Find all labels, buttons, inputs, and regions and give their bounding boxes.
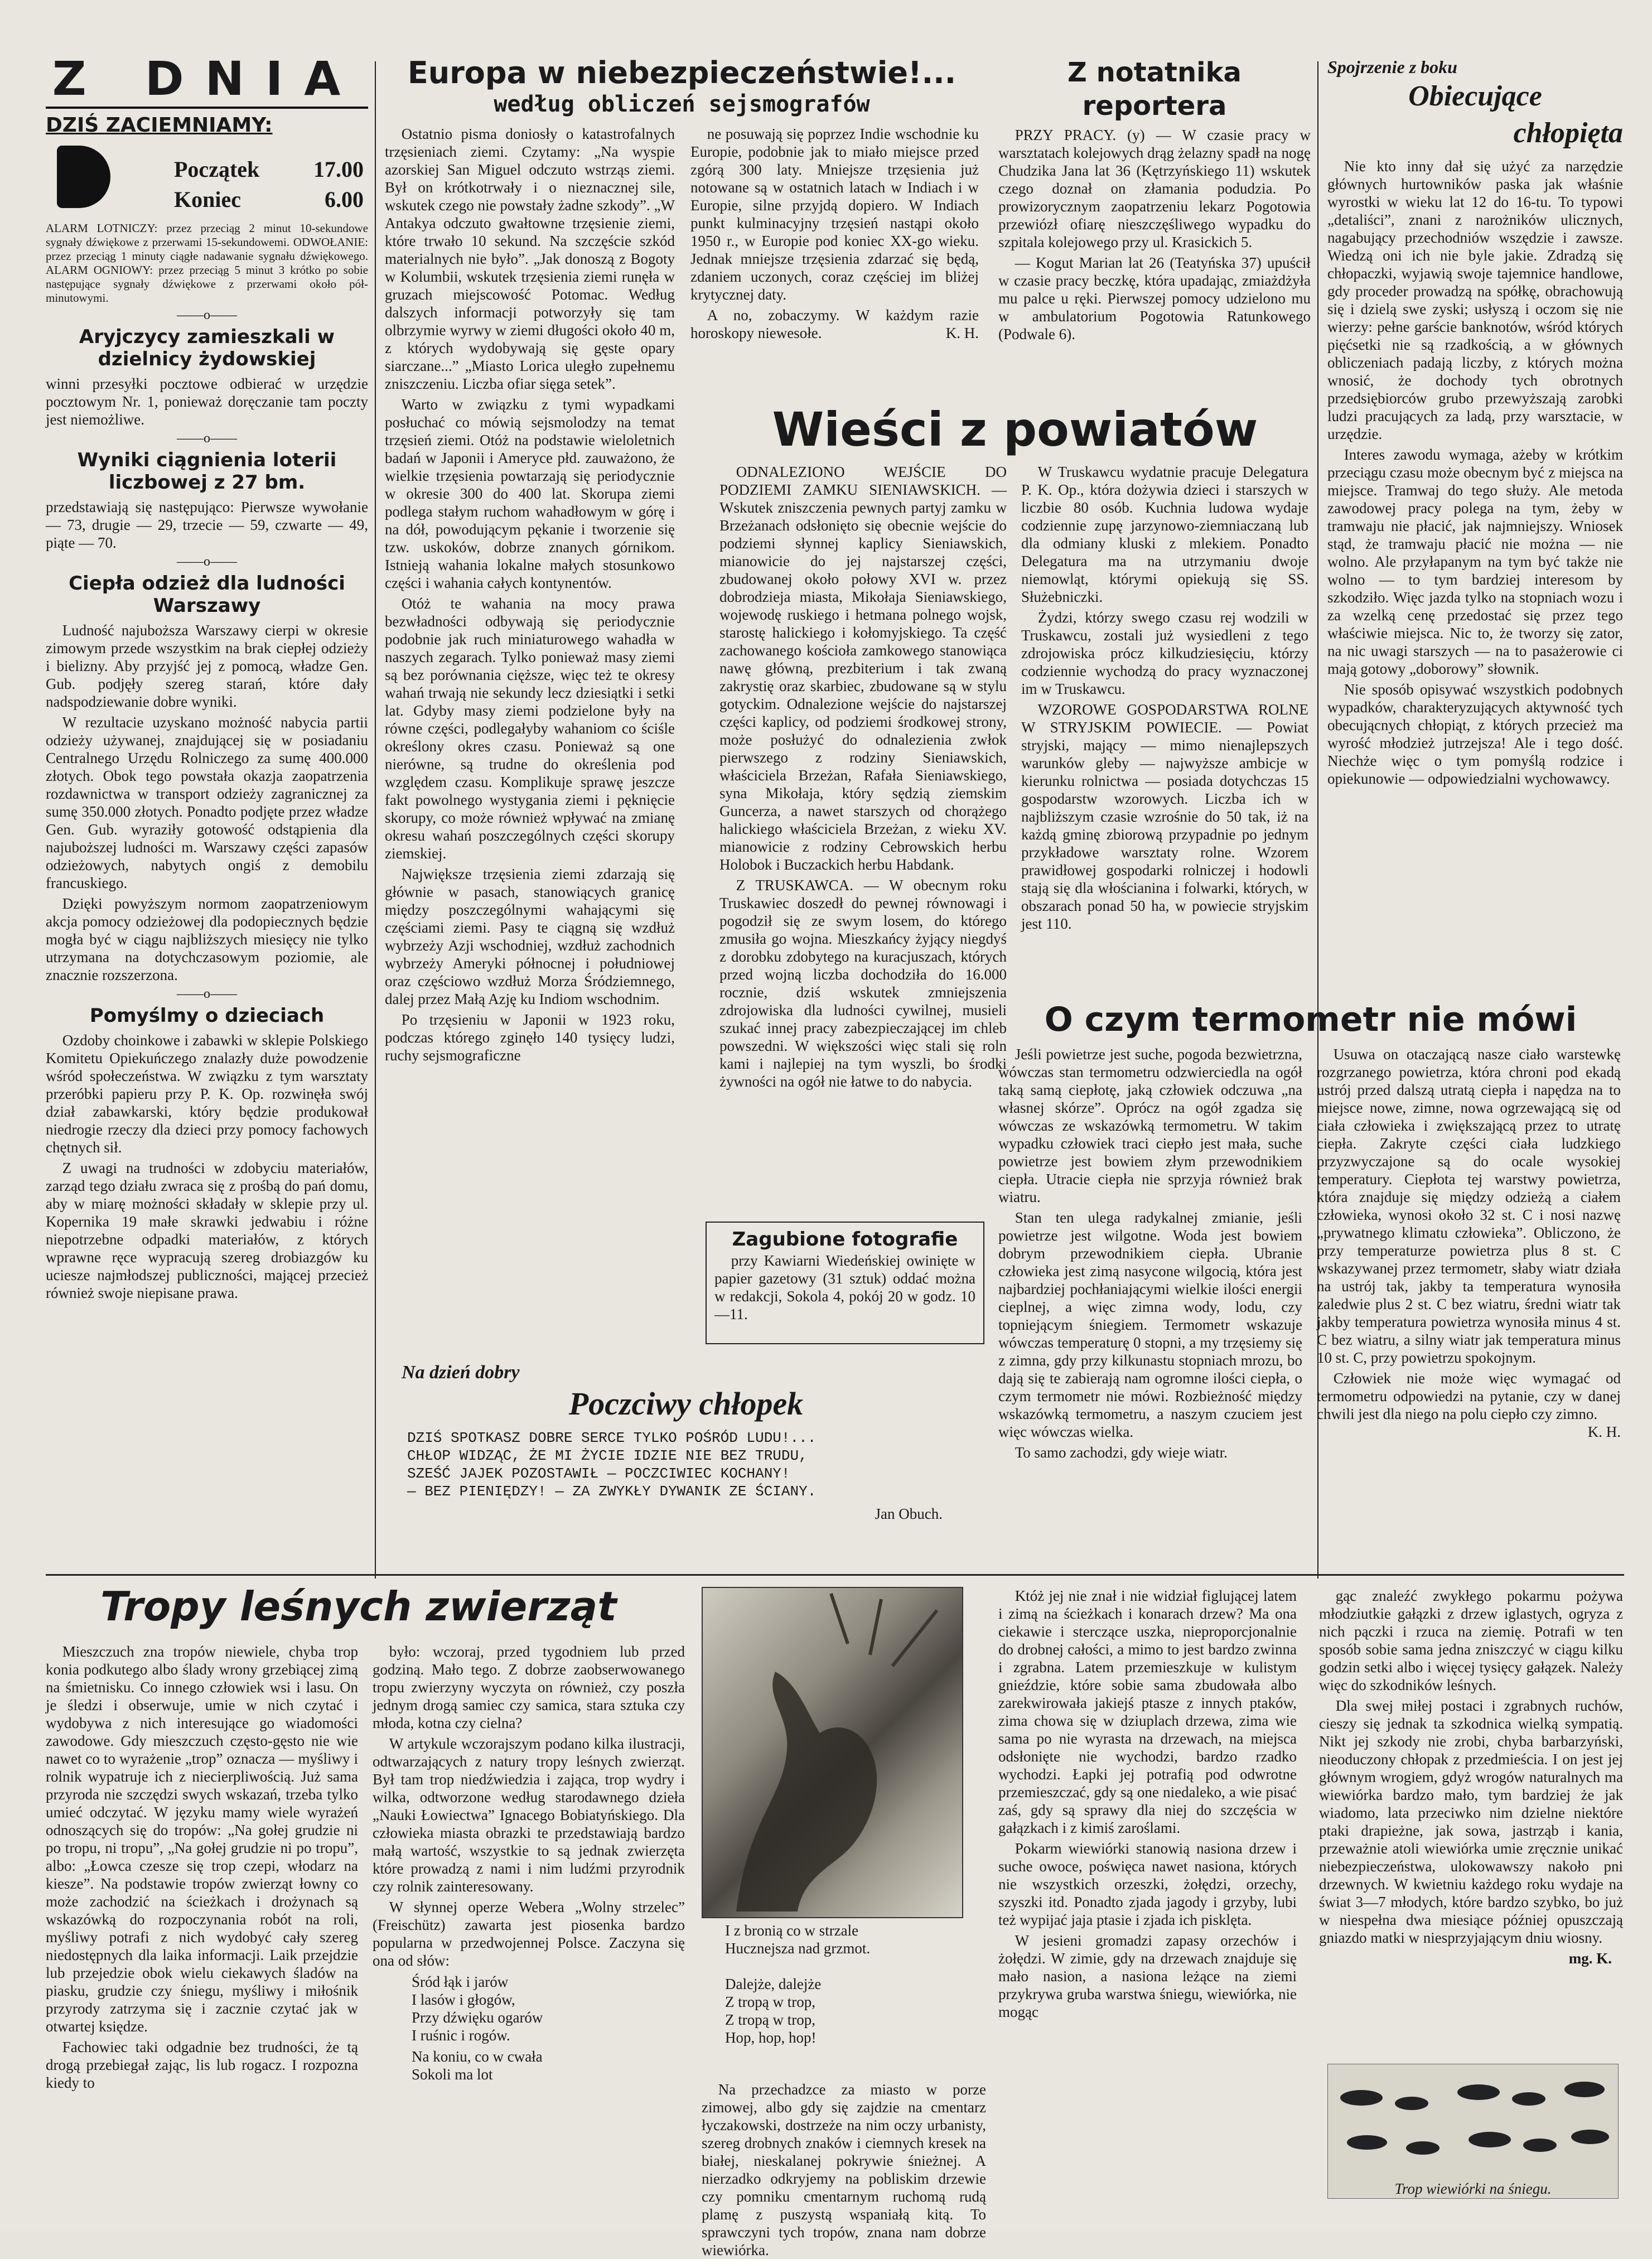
start-label: Początek [174, 157, 260, 182]
a1-body: winni przesyłki pocztowe odbierać w urzędzie pocztowym Nr. 1, ponieważ doręczanie tam poczty jest niemożliwe. [46, 375, 368, 428]
zdnia-masthead: Z DNIA [52, 51, 362, 106]
tropy-paragraph: gąc znaleźć zwykłego pokarmu pożywa młodziutkie gałązki z drzew iglastych, ogryza z nich pączki i rzuca na ziemię. Potrafi w ten sposób sobie sama jedna zniszczyć w ciągu kilku godzin setki albo i więcej tysięcy gałązek. Należy więc do szkodników leśnych. [1319, 1587, 1623, 1693]
zdnia-column [46, 53, 368, 1592]
blackout-title: DZIŚ ZACIEMNIAMY: [46, 114, 273, 137]
dobry-line: CHŁOP WIDZĄC, ŻE MI ŻYCIE IDZIE NIE BEZ TRUDU, [407, 1447, 808, 1464]
dobry-title: Poczciwy chłopek [568, 1386, 804, 1422]
termometr-paragraph: Jeśli powietrze jest suche, pogoda bezwietrzna, wówczas stan termometru odzwierciedla na ogół taką samą ciepłotę, jaką człowiek odczuwa „na własnej skórze”. Oprócz na ogół zgadza się wówczas ze wskazówką termometru. W takim wypadku człowiek traci ciepło jest mała, suche powietrze jest bowiem złym przewodnikiem ciepła. Utracie ciepła nie sprzyja również brak wiatru. [998, 1046, 1302, 1205]
spojrzenie-kicker: Spojrzenie z boku [1327, 57, 1457, 77]
zagubione-body: przy Kawiarni Wiedeńskiej owinięte w papier gazetowy (31 sztuk) oddać można w redakcji, Sokola 4, pokój 20 w godz. 10—11. [714, 1252, 975, 1322]
a3-title: Ciepła odzież dla ludności Warszawy [69, 572, 345, 617]
tropy-signature: mg. K. [1568, 1950, 1612, 1967]
wiesci-paragraph: Żydzi, którzy swego czasu rej wodzili w Truskawcu, zostali już wysiedleni z tego zdrojowiska prócz kilkudziesięciu, którzy codziennie wychodzą do pracy wyznaczonej im w Truskawcu. [1021, 609, 1308, 697]
column-rule [375, 61, 376, 1579]
separator: ——o—— [177, 554, 237, 569]
wiesci-title: Wieści z powiatów [772, 402, 1258, 457]
blackout-start [174, 155, 364, 185]
dobry-author: Jan Obuch. [875, 1505, 943, 1522]
termometr-article [998, 998, 1623, 1562]
spojrzenie-article [1327, 56, 1623, 993]
spojrzenie-paragraph: Nie sposób opisywać wszystkich podobnych wypadków, charakteryzujących aktywność tych obecującnych chłopiąt, z których przecież ma wyrość młodzież jutrzejsza! Ale i tego dość. Niechże więc o tym pomyślą rodzice i opiekunowie — odpowiedzialni wychowawcy. [1327, 681, 1623, 787]
europa-col-1 [385, 125, 675, 1067]
squirrel-illustration [702, 1587, 963, 1918]
notatnik-paragraph: — Kogut Marian lat 26 (Teatyńska 37) upuścił w czasie pracy beczkę, która upadając, zmiażdżyła mu palce u ręki. Pierwszej pomocy udzielono mu w ambulatorium Pogotowia Ratunkowego (Podwale 6). [998, 254, 1311, 342]
separator: ——o—— [177, 987, 237, 1001]
a2-body: przedstawiają się następująco: Pierwsze wywołanie — 73, drugie — 29, trzecie — 59, czwarte — 49, piąte — 70. [46, 499, 368, 551]
tropy-col-5 [1319, 1587, 1623, 2050]
a4-paragraph: Ozdoby choinkowe i zabawki w sklepie Polskiego Komitetu Opiekuńczego znalazły duże powodzenie wśród społeczeństwa. W związku z tym warsztaty przeróbki papieru przy P. K. Op. rozwinęła swój dział zabawkarski, który będzie produkował niedrogie rzeczy dla dzieci przy pomocy fachowych chętnych sił. [46, 1032, 368, 1156]
alarm-text: ALARM LOTNICZY: przez przeciąg 2 minut 10-sekundowe sygnały dźwiękowe z przerwami 15-sekundowemi. ODWOŁANIE: przez przeciąg 1 minuty ciągłe nadawanie sygnału dźwiękowego. ALARM OGNIOWY: przez przeciąg 5 minut 3 krótko po sobie następujące sygnały dźwiękowe z przerwami około pół-minutowymi. [46, 221, 368, 305]
tropy-paragraph: W jesieni gromadzi zapasy orzechów i żołędzi. W zimie, gdy na drzewach znajduje się mało nasion, a nasiona leżące na ziemi przykrywa gruba warstwa śniegu, wiewiórka, nie mogąc [998, 1932, 1297, 2020]
zagubione-title: Zagubione fotografie [732, 1228, 958, 1251]
tropy-paragraph: Na przechadzce za miasto w porze zimowej, albo gdy się zajdzie na cmentarz łyczakowski, dostrzeże na nim oczy urbanisty, szereg drobnych znaków i ciemnych kresek na białej, nieskalanej pokrywie śnieżnej. A nierzadko odkryjemy na pobliskim drzewie czy pomniku cmentarnym ruchomą rudą plamę z puszystą wspaniałą kitą. To sprawczyni tych tropów, znana nam dobrze wiewiórka. [702, 2081, 986, 2258]
tropy-paragraph: Któż jej nie znał i nie widział figlującej latem i zimą na ścieżkach i konarach drzew? Ma ona ciekawie i sterczące uszka, nieproporcjonalnie do drobnej całości, a mimo to jest bardzo zwinna i zgrabna. Latem przemieszkuje w kulistym gnieździe, które sobie sama zbudowała albo zarekwirowała jakiejś ptasze z innych ptaków, zima chowa się w dziuplach drzewa, zima wie sama po nie wyrasta na drzewach, na miejsca odsłonięte nie wychodzi, bardzo rzadko wychodzi. Łapki jej potrafią pod odwrotne przemieszczać, gdy są one niedaleko, a wie pisać zaś, gdy są sprawy dla niej do szczęścia w gałązkach i z kimiś zaroślami. [998, 1587, 1297, 1836]
tropy-paragraph: Mieszczuch zna tropów niewiele, chyba trop konia podkutego albo ślady wrony grzebiącej zimą na śmietnisku. Co innego człowiek wsi i lasu. On je śledzi i obserwuje, umie w nich czytać i wydobywa z nich interesujące go wiadomości zawodowe. Gdy mieszczuch często-gęsto nie wie nawet co to wyrażenie „trop” oznacza — myśliwy i rolnik wypatruje ich z niecierpliwością. Już sama przyroda nie szczędzi swych wskazań, trzeba tylko umieć odczytać. W języku mamy wiele wyrażeń odnoszących się do tropów: „Na gołej grudzie ni po tropu, ni tropu”, „Na gołej grudzie ni po tropu”, albo: „Łowca czesze się trop czepi, włodarz na kiesze”. Na podstawie tropów zwierząt łowny co może zachodzić na ścieżkach i drożynach są wskazówką do rozpoczynania robót na roli, myśliwy potrafi z nich wydobyć cały szereg niedostępnych dla laika informacji. Laik przejdzie lub przejedzie obok wielu ciekawych śladów na piasku, grudzie czy śniegu, myśliwy i miłośnik przyrody zatrzyma się i zacznie czytać jak w otwartej księdze. [46, 1643, 358, 2035]
europa-signature: K. H. [945, 325, 979, 341]
zagubione-box [706, 1222, 984, 1344]
footprint-illustration [1327, 2064, 1619, 2199]
wiesci-paragraph: Z TRUSKAWCA. — W obecnym roku Truskawiec doszedł do pewnej równowagi i pogodził się ze swym losem, do którego zmusiła go wojna. Mieszkańcy żyjący niegdyś z dorobku zdobytego na kuracjuszach, których przed wojną liczba dochodziła do 16.000 rocznie, dziś wskutek zmniejszenia zdrojowiska dla ludności cywilnej, musieli szukać innej pracy zabezpieczającej im chleb powszedni. W większości więc stali się roln kami i najlepiej na tym wyszli, bo środki żywności na ogół nie łatwe to do nabycia. [719, 877, 1007, 1090]
europa-paragraph: Otóż te wahania na mocy prawa bezwładności odbywają się periodycznie podobnie jak ruch miniaturowego wahadła w naszych zegarach. Tylko ponieważ masy ziemi są bez porównania cięższe, więc też te okresy wahań trwają nie sekundy lecz dziesiątki i setki lat. Gdyby masy ziemi podzielone były na równe części, podlegałyby wahaniom co ściśle określony okres czasu. Ponieważ są one nierówne, są trudne do określenia pod względem czasu. Komplikuje sprawę jeszcze fakt powolnego wystygania ziemi i pęknięcie skorupy, co może również wpływać na zmianę okresu wahań poszczególnych części skorupy ziemskiej. [385, 595, 675, 862]
europa-paragraph: Największe trzęsienia ziemi zdarzają się głównie w pasach, stanowiących granicę między poszczególnymi wahającymi się częściami ziemi. Pasy te ciągną się wzdłuż wybrzeży Azji wschodniej, wzdłuż zachodnich wybrzeży Ameryki północnej i południowej oraz częściowo wzdłuż Morza Śródziemnego, dalej przez Małą Azję ku Indiom wschodnim. [385, 866, 675, 1007]
tropy-paragraph: W artykule wczorajszym podano kilka ilustracji, odtwarzających z natury tropy leśnych zwierząt. Był tam trop niedźwiedzia i zająca, trop wydry i wilka, odtworzone według starodawnego dzieła „Nauki Łowiectwa” Ignacego Bobiatyńskiego. Dla człowieka miasta obrazki te przedstawiają bardzo małą wartość, wszystkie to są jednak zwierzęta które prowadzą z nami i nim ludźmi przyrodnik czy rolnik zainteresowany. [373, 1735, 685, 1895]
europa-paragraph: ne posuwają się poprzez Indie wschodnie ku Europie, podobnie jak to miało miejsce przed zgórą 300 laty. Mniejsze trzęsienia już notowane są w ostatnich latach w Indiach i w Europie, silne przyjdą dopiero. W Indiach punkt kulminacyjny trzęsień nastąpi około 1950 r., w Europie pod koniec XX-go wieku. Jednak mniejsze trzęsienia zdarzać się będą, zdaniem uczonych, coraz częściej im bliżej krytycznej daty. [690, 126, 979, 303]
tropy-title: Tropy leśnych zwierząt [100, 1583, 617, 1630]
squirrel-icon [703, 1588, 962, 1917]
termometr-paragraph: Usuwa on otaczającą nasze ciało warstewkę rozgrzanego powietrza, która chroni pod ekadą ustrój przed dalszą utratą ciepła i napędza na to miejsce nowe, zimne, nowa ogrzewającą się od ciała człowieka i zwiększającą przez to utratę ciepła. Zakryte części ciała ludzkiego przyzwyczajone są do ocale wysokiej temperatury. Ciepłota tej warstwy powietrza, która znajduje się między odzieżą a ciałem człowieka, wynosi około 32 st. C i nosi nazwę „prywatnego klimatu człowieka”. Obliczono, że przy temperaturze powietrza plus 8 st. C wskazywanej przez termometr, słaby wiatr działa na ustrój tak, jakby ta temperatura wynosiła zaledwie plus 2 st. C bez wiatru, średni wiatr tak jakby temperatura powietrza wynosiła minus 4 st. C bez wiatru, a silny wiatr jak temperatura minus 10 st. C, przy powietrzu spokojnym. [1317, 1046, 1621, 1366]
europa-subtitle: według obliczeń sejsmografów [494, 91, 870, 117]
a4-title: Pomyślmy o dzieciach [89, 1005, 325, 1027]
termometr-title: O czym termometr nie mówi [1044, 1000, 1577, 1039]
wiesci-paragraph: W Truskawcu wydatnie pracuje Delegatura P. K. Op., która dożywia dzieci i starszych w liczbie 80 osób. Kuchnia ludowa wydaje codziennie zupę jarzynowo-ziemniaczaną lub dla odmiany kluski z mlekiem. Ponadto Delegatura ma na utrzymaniu dwoje niemowląt, którymi opiekują się SS. Służebniczki. [1021, 464, 1308, 605]
tropy-paragraph: Dla swej miłej postaci i zgrabnych ruchów, cieszy się jednak ta szkodnica wielką sympatią. Nikt jej szkody nie zrobi, chyba barbarzyński, nieoduczony chłopak z przedmieścia. I on jest jej głównym wrogiem, gdyż wrogów naturalnych ma wiewiórka bardzo mało, tym bardziej że jak wiadomo, lata przeciwko nim dzielne niektóre ptaki drapieżne, jak sowa, jastrząb i kania, przeważnie atoli wiewiórka umie zręcznie unikać niebezpieczeństwa, ulokowawszy nakoło pni drzewnych. W kwietniu każdego roku wydaje na świat 3—7 młodych, które bardzo szybko, bo już w niespełna dwa miesiące później opuszczają gniazdo matki w niesprzyjającym dniu wiosny. [1319, 1697, 1623, 1946]
notatnik-paragraph: PRZY PRACY. (y) — W czasie pracy w warsztatach kolejowych drąg żelazny spadł na nogę Chudzika Jana lat 36 (Kętrzyńskiego 11) wskutek czego doznał on złamania podudzia. Po prowizorycznym zaopatrzeniu lekarz Pogotowia przewiózł ofiarę nieszczęśliwego wypadku do szpitala kolejowego przy ul. Krasickich 5. [998, 127, 1311, 250]
masthead-rule [46, 107, 368, 109]
dobry-kicker: Na dzień dobry [402, 1362, 520, 1383]
tropy-paragraph: było: wczoraj, przed tygodniem lub przed godziną. Mało tego. Z dobrze zaobserwowanego tropu zwierzyny wyczyta on również, czy poszła jednym drogą samiec czy samica, stara sztuka czy młoda, kotna czy cielna? [373, 1643, 685, 1731]
termometr-signature: K. H. [1587, 1423, 1621, 1440]
a3-paragraph: Dzięki powyższym normom zaopatrzeniowym akcja pomocy odzieżowej dla podopiecznych będzie mogła być w ciągu najbliższych miesięcy nie tylko utrzymana na dotychczasowym poziomie, ale znacznie rozszerzona. [46, 895, 368, 983]
a1-title: Aryjczycy zamieszkali w dzielnicy żydowskiej [79, 326, 335, 370]
europa-title: Europa w niebezpieczeństwie!... [407, 55, 957, 90]
blackout-end [174, 185, 364, 215]
europa-paragraph: Po trzęsieniu w Japonii w 1923 roku, podczas którego zginęło 140 tysięcy ludzi, ruchy sejsmograficzne [385, 1011, 675, 1064]
tropy-poem: Na koniu, co w cwała Sokoli ma lot [412, 2048, 543, 2083]
spojrzenie-paragraph: Nie kto inny dał się użyć za narzędzie głównych hurtowników paska jak właśnie wyrostki w wieku lat 12 do 16-tu. To typowi „detaliści”, znani z narożników ulicznych, nagabujący przechodniów wszędzie i zawsze. Wiedzą oni ich nie byle jakie. Zdradzą się chłopaczki, wyjawią swoje tajemnice handlowe, gdy proceder prowadzą na spółkę, obrachowują się i dzielą swe zyski; usłyszą i oczom się nie wierzy: pełne garście banknotów, wśród których pięćsetki nie są rzadkością, a w głównych obliczeniach padają liczby, z których można wnosić, że dochody tych obrotnych przedsiębiorców grubo przewyższają zarobki ludzi pracujących za ladą, przy warsztacie, w urzędzie. [1327, 158, 1623, 442]
notatnik-article [998, 56, 1311, 402]
spojrzenie-paragraph: Interes zawodu wymaga, ażeby w krótkim przeciągu czasu może obecnym być z miejsca na miejsce. Tramwaj do tego służy. Ale metoda zawodowej pracy polega na tym, żeby w tramwaju nie płacić, jak najmniejszy. Wniosek stąd, że tramwaju płacić nie można — nie wolno. Ale przyłapanym na tym być także nie wolno — to tym bardziej interesom by szkodziło. Więc jazda tylko na stopniach wozu i za wzelką cenę przedostać się przez tego właściwie miejsca. Nic to, że tworzy się zator, na nic uwagi starszych — na to pasażerowie ci mają gotowy „doborowy” słownik. [1327, 446, 1623, 677]
tropy-paragraph: W słynnej operze Webera „Wolny strzelec” (Freischütz) zawarta jest piosenka bardzo popularna w przedwojennej Polsce. Zaczyna się ona od słów: [373, 1899, 685, 1969]
footprint-icon [1328, 2064, 1618, 2176]
europa-paragraph [690, 306, 979, 342]
tropy-col-2 [373, 1643, 685, 2223]
tropy-paragraph: Fachowiec taki odgadnie bez trudności, że tą drogą przebiegał zając, lis lub rogacz. I rozpozna kiedy to [46, 2039, 358, 2091]
separator: ——o—— [177, 308, 237, 322]
a3-paragraph: Ludność najuboższa Warszawy cierpi w okresie zimowym przede wszystkim na brak ciepłej odzieży i bielizny. Aby przyjść jej z pomocą, władze Gen. Gub. podjęły szereg starań, które dały nadspodziewanie dobre wyniki. [46, 622, 368, 710]
start-time: 17.00 [313, 157, 364, 182]
termometr-col-2 [1317, 1045, 1621, 1464]
dobry-box [385, 1361, 987, 1562]
separator: ——o—— [177, 431, 237, 446]
spojrzenie-title-2: chłopięta [1513, 117, 1623, 149]
end-time: 6.00 [325, 187, 364, 212]
dobry-line: SZEŚĆ JAJEK POZOSTAWIŁ — POCZCIWIEC KOCHANY! [407, 1465, 790, 1482]
footprint-caption: Trop wiewiórki na śniegu. [1394, 2180, 1552, 2197]
section-rule [46, 1574, 1624, 1576]
a4-paragraph: Z uwagi na trudności w zdobyciu materiałów, zarząd tego działu zwraca się z prośbą do pań domu, aby w miarę możności składały w sklepie przy ul. Kopernika 19 małe skrawki jedwabiu i różne niepotrzebne odpadki materiałów, z których wprawne ręce wypracują szereg drobiazgów ku uciesze najmłodszej publiczności, mającej przecież również swoje niepisane prawa. [46, 1160, 368, 1301]
blackout-box [46, 138, 368, 221]
wiesci-paragraph: WZOROWE GOSPODARSTWA ROLNE W STRYJSKIM POWIECIE. — Powiat stryjski, mający — mimo nienajlepszych warunków gleby — najwyższe ambicje w kierunku rolnictwa — posiada dotychczas 15 gospodarstw wzorowych. Liczba ich w najbliższym czasie wzrośnie do 50 tak, iż na każdą gminę zbiorową przypadnie po jednym przykładowe warsztaty rolne. Wzorem prawidłowej gospodarki rolniczej i hodowli stają się dla włościanina i folwarki, których, w obszarach ponad 50 ha, w powiecie stryjskim jest 110. [1021, 701, 1308, 932]
europa-paragraph: Ostatnio pisma doniosły o katastrofalnych trzęsieniach ziemi. Czytamy: „Na wyspie azorskiej San Miguel odczuto wstrząs ziemi. Był on krótkotrwały i o nieznacznej sile, wskutek czego nie powstały żadne szkody”. „W Antakya odczuto gwałtowne trzęsienie ziemi, które trwało 10 sekund. Na szczęście szkód materialnych nie było”. „Jak donoszą z Bogoty w Kolumbii, wskutek trzęsienia ziemi runęła w gruzach miejscowość Potomac. Według dalszych informacji potworzyły się tam olbrzymie wyrwy w ziemi długości około 40 m, z których wydobywają się gęste opary siarczane...” „Miasto Lorica uległo zupełnemu zniszczeniu. Liczba ofiar sięga setek”. [385, 126, 675, 392]
notatnik-title: Z notatnika reportera [1067, 57, 1242, 122]
tropy-paragraph: Pokarm wiewiórki stanowią nasiona drzew i suche owoce, poświęca nawet nasiona, których nie wszystkich orzeszki, żołędzi, orzechy, szyszki itd. Ponadto zjada jagody i grzyby, lubi też wypijać jaja ptasie i zjada ich pisklęta. [998, 1840, 1297, 1928]
termometr-paragraph: Stan ten ulega radykalnej zmianie, jeśli powietrze jest wilgotne. Woda jest bowiem dobrym przewodnikiem ciepła. Ubranie człowieka jest zimą nasycone wilgocią, która jest najbardziej pochłaniającymi wielkie ilości energii cieplnej, a więc zimna wody, lodu, czy topniejącym śniegiem. Termometr wskazuje wówczas temperaturę 0 stopni, a my trzęsiemy się z zimna, gdy przy kilkunastu stopniach mrozu, bo dają się te zabierają nam ogromne ilości ciepła, o czym termometr nie mówi. Rozbieżność między wskazówką termometru, a naszym czuciem jest więc wówczas wielka. [998, 1209, 1302, 1440]
tropy-col-4 [998, 1587, 1297, 2223]
termometr-paragraph: To samo zachodzi, gdy wieje wiatr. [1015, 1444, 1228, 1461]
wiesci-paragraph: ODNALEZIONO WEJŚCIE DO PODZIEMI ZAMKU SIENIAWSKICH. — Wskutek zniszczenia pewnych partyj zamku w Brzeżanach odsłonięto się obecnie wejście do podziemi słynnej kaplicy Sieniawskich, mianowicie do jej najstarszej części, zbudowanej około połowy XVI w. przez dobrodzieja miasta, Mikołaja Sieniawskiego, wojewodę ruskiego i hetmana polnego wojsk, starostę halickiego i kołomyjskiego. Ta część zachowanego kościoła zamkowego stanowiąca nawę główną, prezbiterium i tak zwaną zakrystię oraz skarbiec, zbudowane są w stylu gotyckim. Odnalezione wejście do najstarszej części kaplicy, od podziemi środkowej strony, może posłużyć do odnalezienia zwłok pierwszego z rodziny Sieniawskich, właściciela Brzeżan, Rafała Sieniawskiego, syna Mikołaja, który sędzią ziemskim Guncerza, a nawet starszych od chorążego halickiego właściciela Brzeżan, z wieku XV. mianowicie z rodziny Cebrowskich herbu Holobok i Buczackich herbu Habdank. [719, 464, 1007, 873]
termometr-paragraph [1317, 1369, 1621, 1440]
tropy-col-1 [46, 1643, 358, 2223]
a3-paragraph: W rezultacie uzyskano możność nabycia partii odzieży używanej, znajdującej się w posiadaniu Centralnego Urzędu Rolniczego za sumę 400.000 złotych. Obok tego powstała okazja zaopatrzenia rozdawnictwa w transport odzieży zagranicznej za sumę 350.000 złotych. Ponadto podjęte przez władze Gen. Gub. wyraziły gotowość odstąpienia dla najuboższej ludności m. Warszawy części zapasów odzieżowych, nabytych ongiś z demobilu francuskiego. [46, 714, 368, 891]
dobry-line: DZIŚ SPOTKASZ DOBRE SERCE TYLKO POŚRÓD LUDU!... [407, 1430, 817, 1446]
photo-caption: I z bronią co w strzale Hucznejsza nad grzmot. Dalejże, dalejże Z tropą w trop, Z tropą w trop, Hop, hop, hop! [725, 1922, 871, 2046]
tropy-poem: Śród łąk i jarów I lasów i głogów, Przy dźwięku ogarów I ruśnic i rogów. [412, 1973, 543, 2044]
a2-title: Wyniki ciągnienia loterii liczbowej z 27 bm. [77, 449, 337, 494]
moon-icon [57, 146, 110, 208]
europa-closing: A no, zobaczymy. W każdym razie horoskopy niewesołe. [690, 307, 979, 341]
end-label: Koniec [174, 187, 241, 212]
termometr-closing: Człowiek nie może więc wymagać od termometru odpowiedzi na pytanie, czy w danej chwili jest dla niego na polu ciepło czy zimno. [1317, 1370, 1621, 1422]
termometr-col-1 [998, 1045, 1302, 1464]
dobry-line: — BEZ PIENIĘDZY! — ZA ZWYKŁY DYWANIK ZE ŚCIANY. [407, 1483, 817, 1500]
tropy-col-3 [702, 2081, 986, 2258]
wiesci-col-1 [719, 463, 1007, 1093]
spojrzenie-title-1: Obiecujące [1408, 80, 1542, 112]
europa-paragraph: Warto w związku z tymi wypadkami posłuchać co mówią sejsmolodzy na temat trzęsień ziemi. Otóż na podstawie wieloletnich badań w Japonii i Ameryce płd. zauważono, że wielkie trzęsienia powtarzają się periodycznie w okresie 300 do 400 lat. Skorupa ziemi podlega stałym ruchom wahadłowym w górę i na dół, powodującym pękanie i tworzenie się tzw. uskoków, dobrze znanych górnikom. Istnieją wahania lokalne małych stosunkowo części i wahania całych kontynentów. [385, 396, 675, 591]
